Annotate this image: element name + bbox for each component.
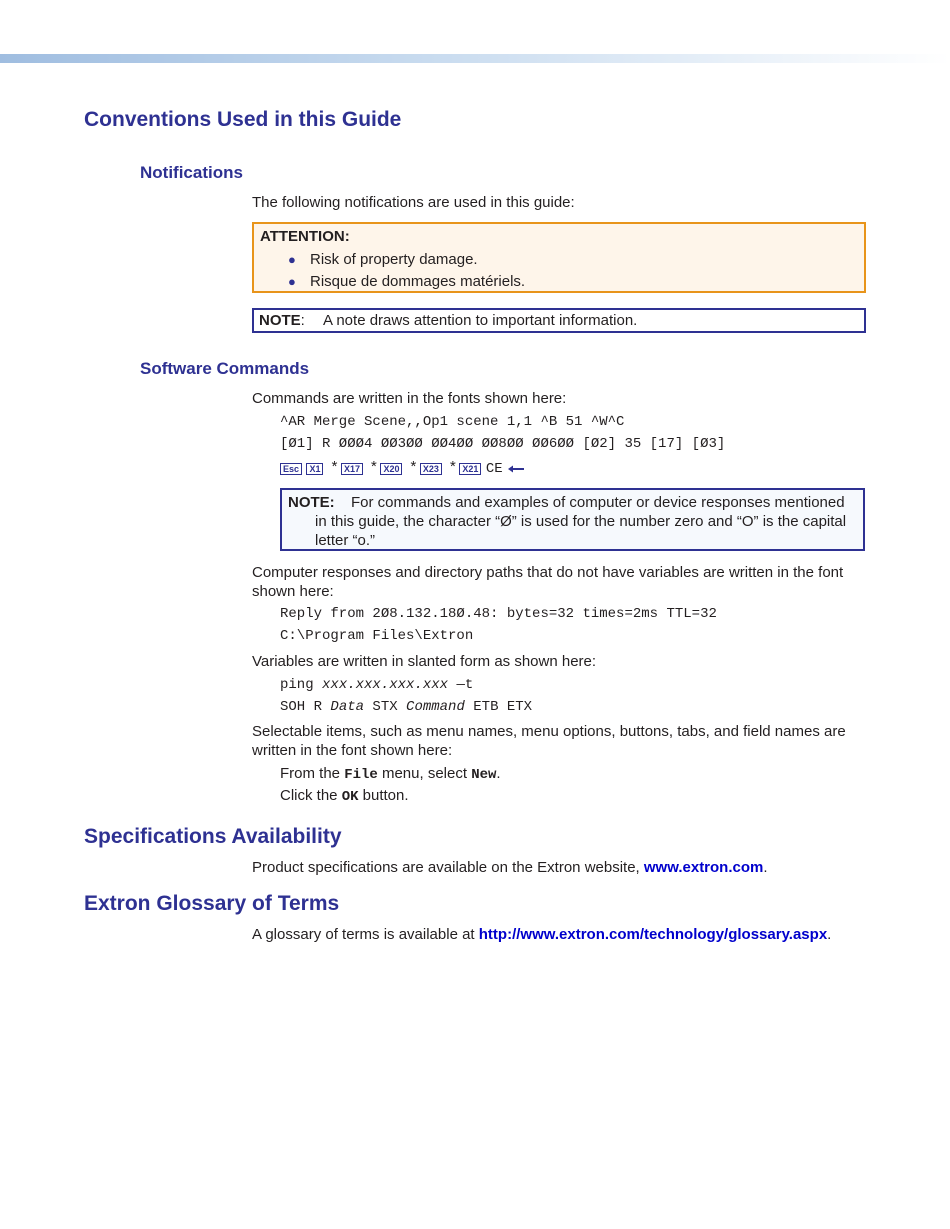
glossary-text: A glossary of terms is available at http://www.extron.com/technology/glossary.aspx. — [252, 926, 832, 943]
specifications-heading: Specifications Availability — [84, 825, 342, 848]
note-text-line: For commands and examples of computer or device responses mentioned — [351, 494, 845, 511]
notifications-intro: The following notifications are used in this guide: — [252, 194, 575, 211]
return-arrow-icon — [507, 464, 525, 474]
notifications-heading: Notifications — [140, 163, 243, 182]
key-star: * — [329, 460, 339, 478]
command-example-1: ^AR Merge Scene,,Op1 scene 1,1 ^B 51 ^W^C — [280, 414, 625, 430]
bullet-icon: ● — [288, 252, 296, 267]
key-star: * — [408, 460, 418, 478]
commands-note-box — [280, 488, 865, 551]
note-label: NOTE: — [259, 312, 305, 329]
path-example: C:\Program Files\Extron — [280, 628, 474, 644]
bullet-icon: ● — [288, 274, 296, 289]
glossary-link[interactable]: http://www.extron.com/technology/glossary.aspx — [478, 926, 828, 943]
glossary-heading: Extron Glossary of Terms — [84, 892, 340, 915]
key-x20: X20 — [380, 463, 402, 475]
response-example: Reply from 2Ø8.132.18Ø.48: bytes=32 times=2ms TTL=32 — [280, 606, 717, 622]
key-x1: X1 — [306, 463, 323, 475]
commands-intro: Commands are written in the fonts shown here: — [252, 390, 567, 407]
header-gradient-bar — [0, 54, 950, 63]
key-star: * — [369, 460, 379, 478]
variable-example-ping: ping xxx.xxx.xxx.xxx —t — [280, 677, 474, 693]
selectable-example-ok: Click the OK button. — [280, 787, 409, 805]
note-text-line: in this guide, the character “Ø” is used for the number zero and “O” is the capital — [315, 513, 847, 530]
selectable-example-file: From the File menu, select New. — [280, 765, 501, 783]
responses-text-line: shown here: — [252, 583, 334, 600]
key-x17: X17 — [341, 463, 363, 475]
key-x21: X21 — [459, 463, 481, 475]
list-item: ● Risk of property damage. — [288, 249, 525, 271]
software-commands-heading: Software Commands — [140, 359, 310, 378]
key-star: * — [448, 460, 458, 478]
key-esc: Esc — [280, 463, 302, 475]
selectable-text-line: Selectable items, such as menu names, menu options, buttons, tabs, and field names are — [252, 723, 846, 740]
responses-text-line: Computer responses and directory paths that do not have variables are written in the font — [252, 564, 844, 581]
variables-intro: Variables are written in slanted form as shown here: — [252, 653, 597, 670]
attention-box — [252, 222, 866, 293]
attention-list — [288, 249, 525, 293]
specifications-text: Product specifications are available on the Extron website, www.extron.com. — [252, 859, 768, 876]
note-text-line: letter “o.” — [315, 532, 376, 549]
command-example-2: [Ø1] R ØØØ4 ØØ3ØØ ØØ4ØØ ØØ8ØØ ØØ6ØØ [Ø2] 35 [17] [Ø3] — [280, 436, 726, 452]
extron-website-link[interactable]: www.extron.com — [643, 859, 764, 876]
conventions-heading: Conventions Used in this Guide — [84, 108, 402, 131]
key-sequence — [280, 460, 525, 478]
list-item: ● Risque de dommages matériels. — [288, 271, 525, 293]
note-label: NOTE: — [288, 494, 335, 511]
note-text: A note draws attention to important information. — [323, 312, 638, 329]
selectable-text-line: written in the font shown here: — [252, 742, 453, 759]
note-box — [252, 308, 866, 333]
key-x23: X23 — [420, 463, 442, 475]
variable-example-soh: SOH R Data STX Command ETB ETX — [280, 699, 533, 715]
key-ce: CE — [485, 460, 503, 477]
attention-title: ATTENTION: — [260, 228, 350, 245]
